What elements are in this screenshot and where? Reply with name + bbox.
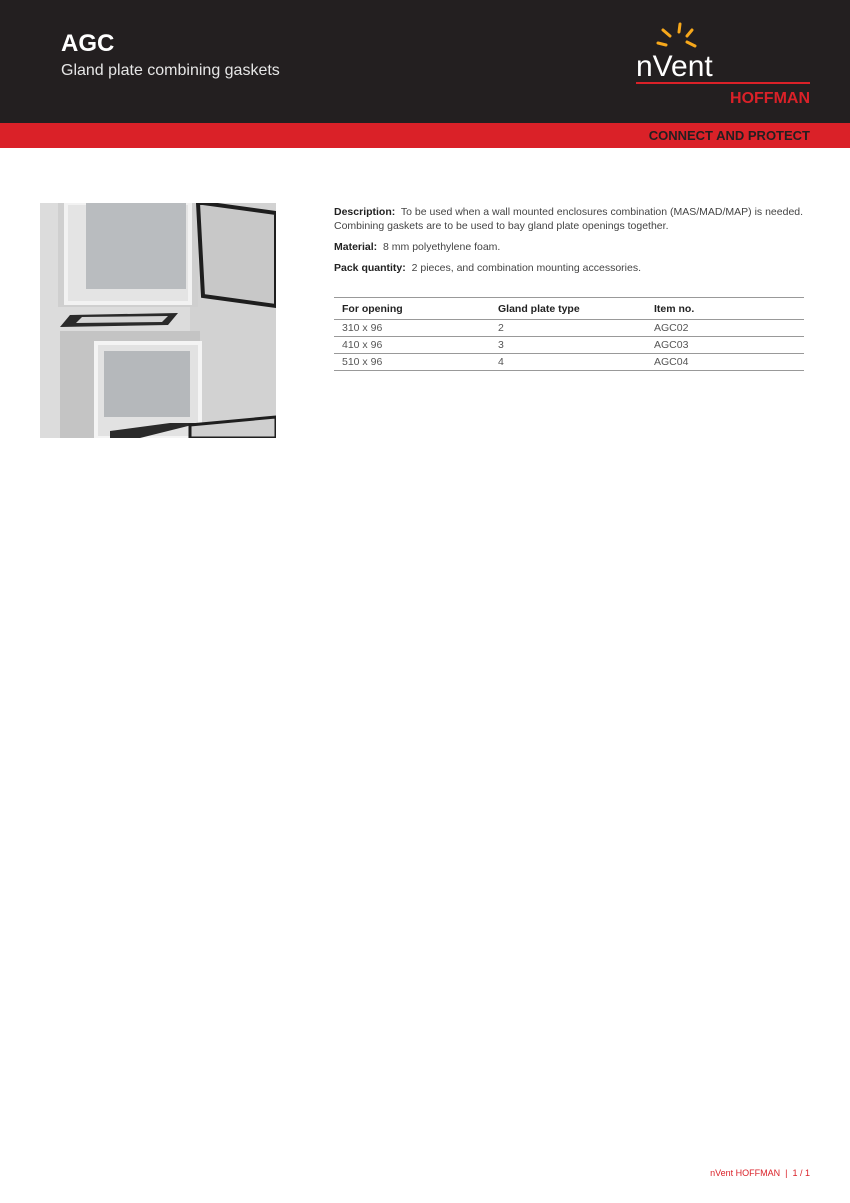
description-text: To be used when a wall mounted enclosures combination (MAS/MAD/MAP) is needed. Combining gaskets are to be used to bay gland plate openings together. — [334, 206, 804, 232]
cell-opening: 310 x 96 — [334, 320, 490, 337]
column-header-gland-plate-type: Gland plate type — [490, 298, 646, 320]
table-row — [334, 320, 804, 337]
column-header-item-no: Item no. — [646, 298, 804, 320]
material-label: Material: — [334, 241, 378, 253]
cell-opening: 410 x 96 — [334, 337, 490, 354]
table-row — [334, 337, 804, 354]
cell-gland-plate-type: 4 — [490, 354, 646, 371]
cell-gland-plate-type: 3 — [490, 337, 646, 354]
cell-opening: 510 x 96 — [334, 354, 490, 371]
column-header-opening: For opening — [334, 298, 490, 320]
page-header — [0, 0, 850, 123]
spec-table — [334, 297, 804, 371]
description-label: Description: — [334, 206, 396, 218]
table-row — [334, 354, 804, 371]
material-text: 8 mm polyethylene foam. — [383, 241, 501, 253]
brand-wordmark: nVent — [636, 50, 713, 83]
page-footer: nVent HOFFMAN | 1 / 1 — [710, 1168, 810, 1178]
product-subtitle: Gland plate combining gaskets — [61, 62, 280, 79]
sub-brand-wordmark: HOFFMAN — [730, 90, 810, 107]
cell-item-no: AGC03 — [646, 337, 804, 354]
material-paragraph — [334, 240, 804, 254]
description-paragraph — [334, 205, 804, 233]
cell-gland-plate-type: 2 — [490, 320, 646, 337]
product-title: AGC — [61, 30, 115, 57]
pack-quantity-label: Pack quantity: — [334, 262, 406, 274]
product-photo — [40, 203, 276, 438]
pack-quantity-text: 2 pieces, and combination mounting accessories. — [411, 262, 642, 274]
product-details — [334, 205, 804, 282]
table-header-row — [334, 298, 804, 320]
cell-item-no: AGC04 — [646, 354, 804, 371]
tagline: CONNECT AND PROTECT — [648, 128, 810, 143]
cell-item-no: AGC02 — [646, 320, 804, 337]
pack-quantity-paragraph — [334, 261, 804, 275]
sparkle-icon — [658, 24, 695, 46]
nvent-hoffman-logo — [630, 18, 815, 113]
